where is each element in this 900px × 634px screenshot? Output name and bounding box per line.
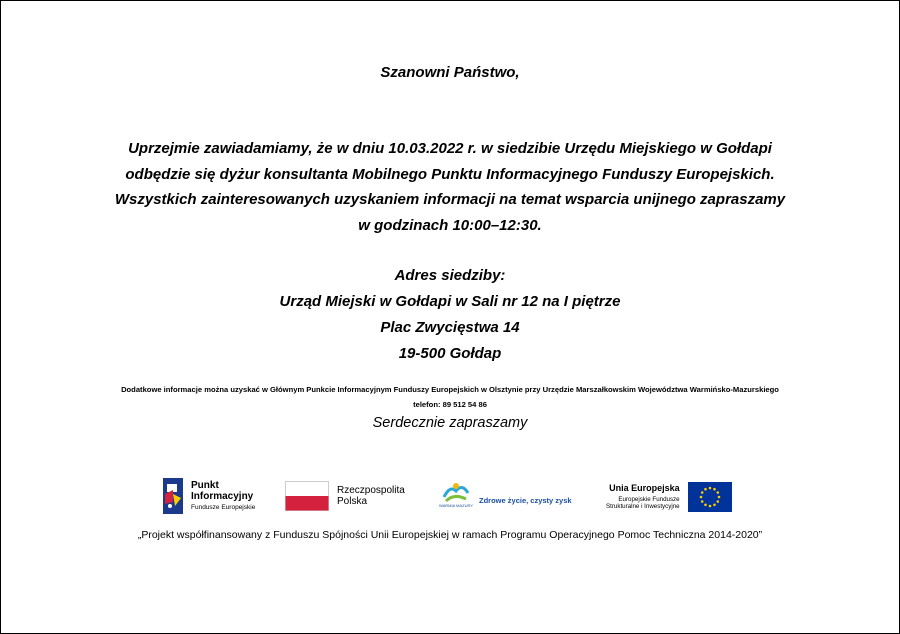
warmia-mazury-logo xyxy=(439,481,572,508)
eu-flag-icon xyxy=(688,482,732,512)
rzeczpospolita-line1: Rzeczpospolita xyxy=(337,484,405,496)
punkt-informacyjny-logo xyxy=(161,476,255,516)
ue-sub1: Europejskie Fundusze xyxy=(618,495,680,503)
body-line-3: Wszystkich zainteresowanych uzyskaniem informacji na temat wsparcia unijnego zapraszamy xyxy=(114,191,786,208)
closing-line: Serdecznie zapraszamy xyxy=(372,415,528,431)
punkt-line3: Fundusze Europejskie xyxy=(191,504,256,512)
address-heading: Adres siedziby: xyxy=(394,267,506,284)
body-line-4: w godzinach 10:00–12:30. xyxy=(358,217,542,234)
fundusze-europejskie-icon xyxy=(161,476,185,516)
body-line-2: odbędzie się dyżur konsultanta Mobilnego Punktu Informacyjnego Funduszy Europejskich. xyxy=(125,166,775,183)
body-line-1: Uprzejmie zawiadamiamy, że w dniu 10.03.2022 r. w siedzibie Urzędu Miejskiego w Gołdapi xyxy=(128,140,772,157)
info-note: Dodatkowe informacje można uzyskać w Głównym Punkcie Informacyjnym Funduszy Europejskich w Olsztynie przy Urzędzie Marszałkowskim Województwa Warmińsko-Mazurskiego xyxy=(121,385,779,394)
project-footer: „Projekt współfinansowany z Funduszu Spójności Unii Europejskiej w ramach Programu Operacyjnego Pomoc Techniczna 2014-2020” xyxy=(137,529,763,541)
ue-sub2: Strukturalne i Inwestycyjne xyxy=(606,502,680,510)
address-line-3: 19-500 Gołdap xyxy=(398,345,502,362)
greeting: Szanowni Państwo, xyxy=(380,64,520,81)
info-phone: telefon: 89 512 54 86 xyxy=(413,400,487,409)
punkt-line2: Informacyjny xyxy=(191,491,254,503)
warmia-slogan: Zdrowe życie, czysty zysk xyxy=(479,496,572,506)
polish-flag-icon xyxy=(285,481,329,511)
ue-title: Unia Europejska xyxy=(609,482,680,493)
address-line-1: Urząd Miejski w Gołdapi w Sali nr 12 na I piętrze xyxy=(279,293,621,310)
warmia-mazury-icon xyxy=(442,481,470,503)
address-line-2: Plac Zwycięstwa 14 xyxy=(380,319,520,336)
rzeczpospolita-logo xyxy=(285,481,405,511)
punkt-line1: Punkt xyxy=(191,480,219,492)
unia-europejska-logo xyxy=(606,482,732,512)
warmia-emblem-text: WARMIA MAZURY xyxy=(439,503,474,508)
rzeczpospolita-line2: Polska xyxy=(337,496,368,507)
